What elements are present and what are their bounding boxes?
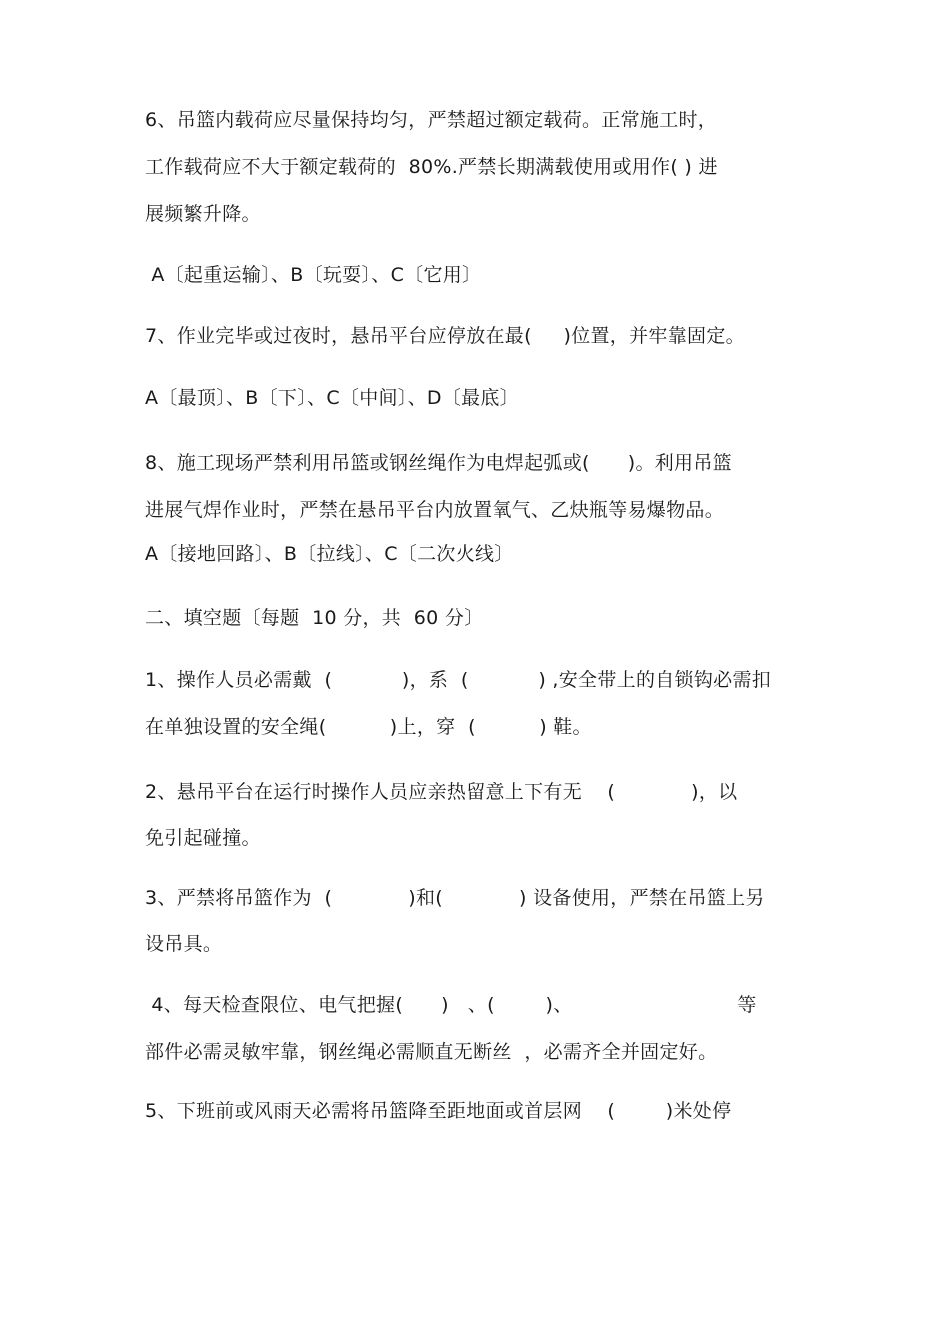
question-6-line-2: 工作载荷应不大于额定载荷的 80%.严禁长期满载使用或用作( ) 进 (145, 156, 718, 178)
question-7-line-1: 7、作业完毕或过夜时，悬吊平台应停放在最( )位置，并牢靠固定。 (145, 325, 745, 347)
question-6-line-3: 展频繁升降。 (145, 203, 261, 225)
fill-question-3-line-1: 3、严禁将吊篮作为 ( )和( ) 设备使用，严禁在吊篮上另 (145, 887, 765, 909)
fill-question-2-line-2: 免引起碰撞。 (145, 827, 261, 849)
fill-question-1-line-1: 1、操作人员必需戴 ( )，系 ( ) ,安全带上的自锁钩必需扣 (145, 669, 772, 691)
fill-question-4-line-2: 部件必需灵敏牢靠，钢丝绳必需顺直无断丝 ，必需齐全并固定好。 (145, 1041, 718, 1063)
fill-question-1-line-2: 在单独设置的安全绳( )上，穿 ( ) 鞋。 (145, 716, 592, 738)
fill-question-3-line-2: 设吊具。 (145, 933, 223, 955)
question-8-line-2: 进展气焊作业时，严禁在悬吊平台内放置氧气、乙炔瓶等易爆物品。 (145, 499, 725, 521)
question-8-line-1: 8、施工现场严禁利用吊篮或钢丝绳作为电焊起弧或( )。利用吊篮 (145, 452, 732, 474)
fill-question-5-line-1: 5、下班前或风雨天必需将吊篮降至距地面或首层网 ( )米处停 (145, 1100, 732, 1122)
section-2-heading: 二、填空题〔每题 10 分，共 60 分〕 (145, 607, 484, 629)
question-6-line-1: 6、吊篮内载荷应尽量保持均匀，严禁超过额定载荷。正常施工时， (145, 109, 718, 131)
question-8-options: A〔接地回路〕、B〔拉线〕、C〔二次火线〕 (145, 543, 514, 565)
fill-question-4-line-1: 4、每天检查限位、电气把握( ) 、( )、 等 (145, 994, 757, 1016)
question-6-options: A〔起重运输〕、B〔玩耍〕、C〔它用〕 (145, 264, 482, 286)
fill-question-2-line-1: 2、悬吊平台在运行时操作人员应亲热留意上下有无 ( )，以 (145, 781, 738, 803)
question-7-options: A〔最顶〕、B〔下〕、C〔中间〕、D〔最底〕 (145, 387, 520, 409)
